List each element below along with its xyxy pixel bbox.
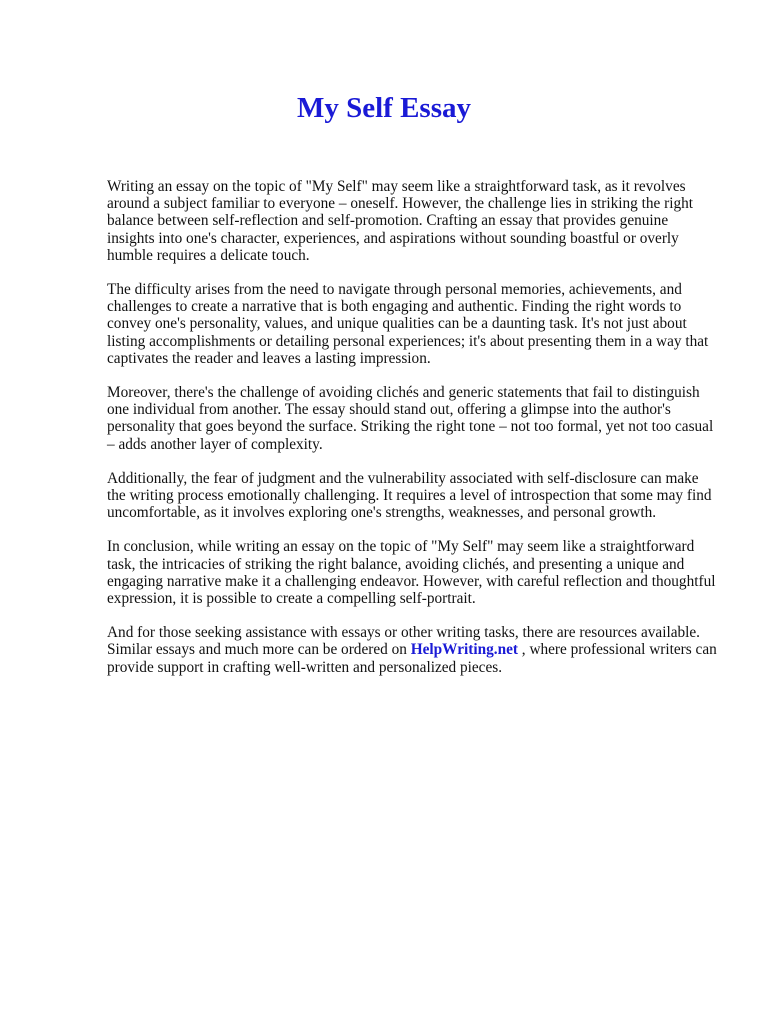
- paragraph-1: Writing an essay on the topic of "My Self" may seem like a straightforward task, as it revolves around a subject familiar to everyone – oneself. However, the challenge lies in striking the right balance between self-reflection and self-promotion. Crafting an essay that provides genuine insights into one's character, experiences, and aspirations without sounding boastful or overly humble requires a delicate touch.: [107, 178, 694, 264]
- paragraph-3: Moreover, there's the challenge of avoiding clichés and generic statements that fail to distinguish one individual from another. The essay should stand out, offering a glimpse into the author's personality that goes beyond the surface. Striking the right tone – not too formal, yet not too casual – adds another layer of complexity.: [107, 384, 714, 453]
- paragraph-6: [107, 624, 719, 676]
- essay-body: [107, 178, 719, 693]
- paragraph-5: In conclusion, while writing an essay on the topic of "My Self" may seem like a straightforward task, the intricacies of striking the right balance, avoiding clichés, and presenting a unique and engaging narrative make it a challenging endeavor. However, with careful reflection and thoughtful expression, it is possible to create a compelling self-portrait.: [107, 538, 716, 608]
- paragraph-6-text-before: And for those seeking assistance with essays or other writing tasks, there are resources available. Similar essays and much more can be ordered on: [107, 624, 700, 659]
- paragraph-2: The difficulty arises from the need to navigate through personal memories, achievements, and challenges to create a narrative that is both engaging and authentic. Finding the right words to convey one's personality, values, and unique qualities can be a daunting task. It's not just about listing accomplishments or detailing personal experiences; it's about presenting them in a way that captivates the reader and leaves a lasting impression.: [107, 281, 709, 367]
- paragraph-4: Additionally, the fear of judgment and the vulnerability associated with self-disclosure can make the writing process emotionally challenging. It requires a level of introspection that some may find uncomfortable, as it involves exploring one's strengths, weaknesses, and personal growth.: [107, 469, 712, 522]
- page-title: My Self Essay: [297, 92, 471, 124]
- helpwriting-link[interactable]: HelpWriting.net: [410, 641, 518, 659]
- paragraph-6-text-after: , where professional writers can provide support in crafting well-written and personalized pieces.: [107, 641, 717, 676]
